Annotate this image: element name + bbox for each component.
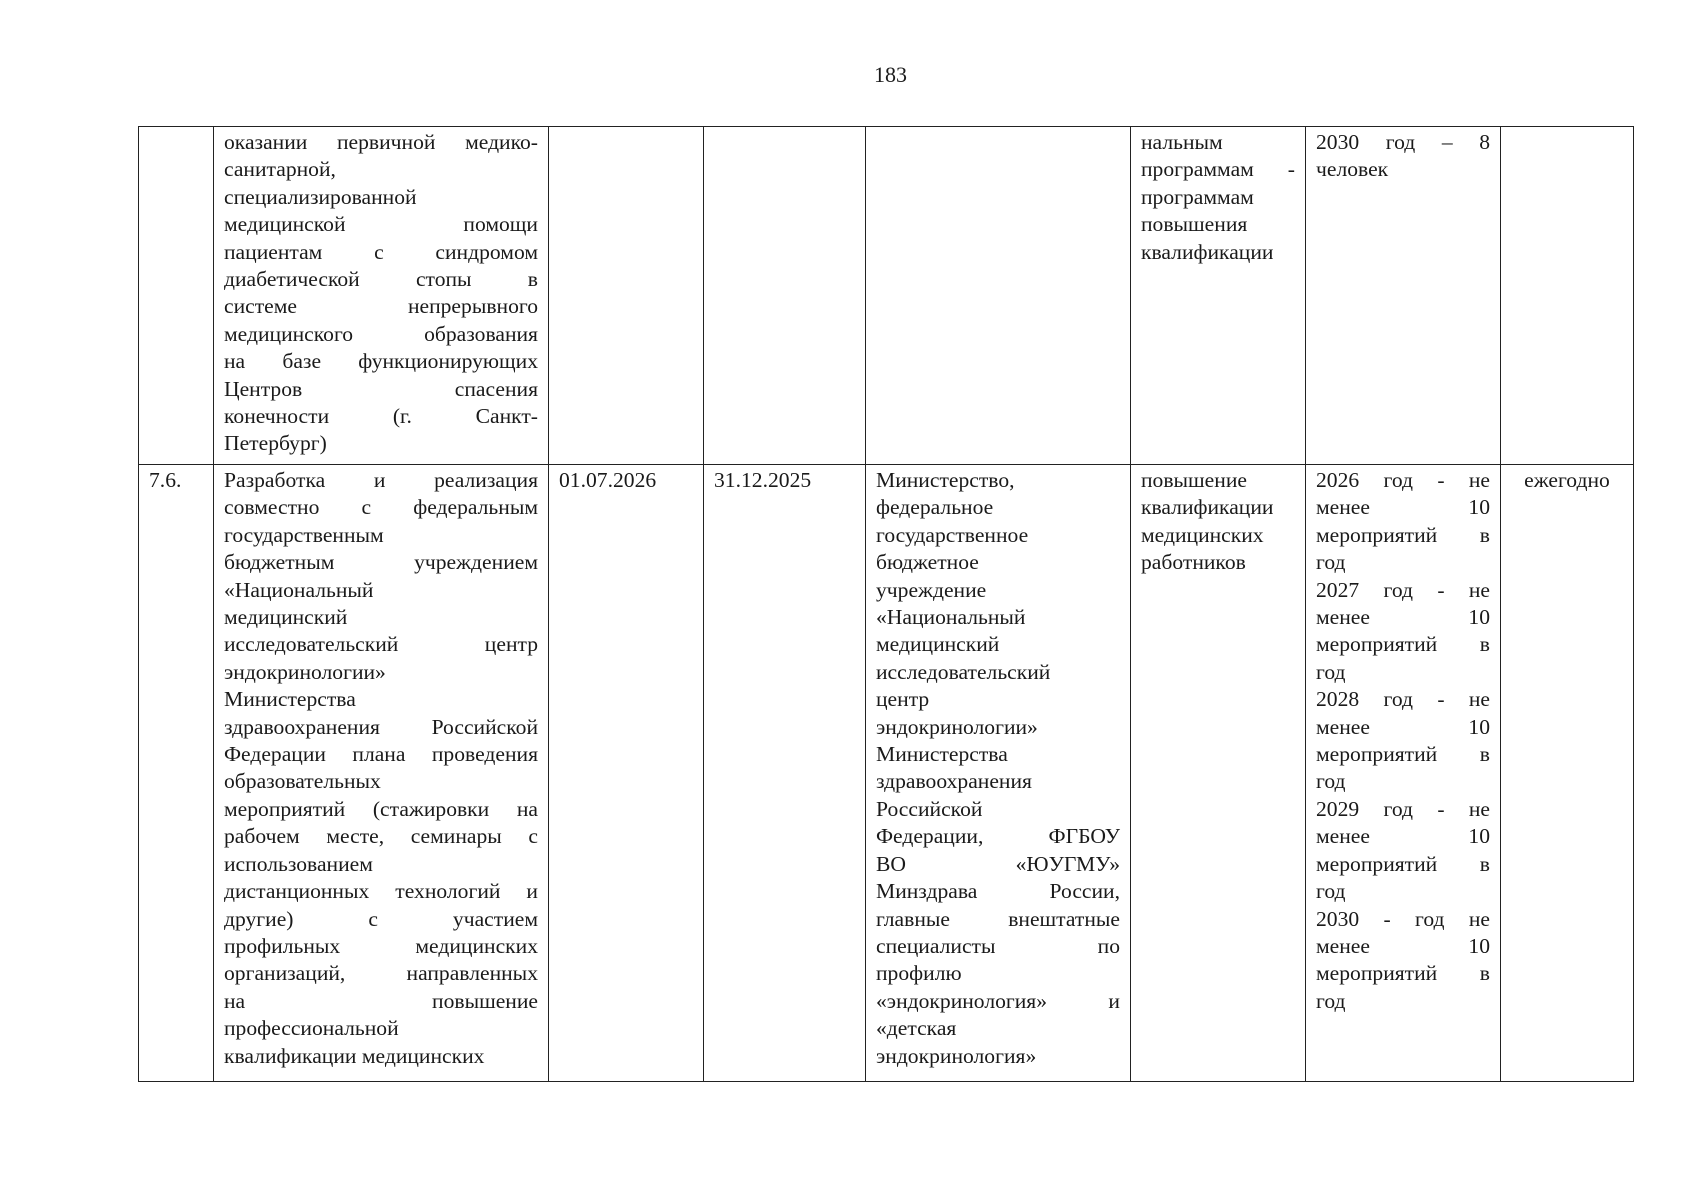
text-line: год (1316, 659, 1346, 684)
result-cell (1131, 465, 1306, 1082)
text-line: государственным (224, 522, 384, 547)
description-cell (214, 465, 549, 1082)
text-line: на базе функционирующих (224, 349, 538, 374)
text-line: бюджетным учреждением (224, 550, 538, 575)
text-line: на повышение (224, 988, 538, 1013)
text-line: «детская (876, 1016, 957, 1041)
text-line: менее 10 (1316, 824, 1490, 849)
text-line: мероприятий в (1316, 961, 1490, 986)
text-line: медицинского образования (224, 321, 538, 346)
frequency-cell: ежегодно (1501, 465, 1634, 1082)
text-line: медицинский (876, 632, 1000, 657)
text-line: оказании первичной медико- (224, 130, 538, 154)
text-line: 2030 год – 8 (1316, 130, 1490, 154)
text-line: медицинской помощи (224, 212, 538, 237)
text-line: мероприятий (стажировки на (224, 796, 538, 821)
text-line: 2029 год - не (1316, 796, 1490, 821)
text-line: Министерства (876, 742, 1008, 767)
text-line: профильных медицинских (224, 933, 538, 958)
description-cell (214, 127, 549, 465)
text-line: квалификации медицинских (224, 1043, 485, 1068)
text-line: исследовательский центр (224, 632, 538, 657)
text-line: другие) с участием (224, 906, 538, 931)
text-line: год (1316, 988, 1346, 1013)
measures-table (138, 126, 1634, 1082)
text-line: 2030 - год не (1316, 906, 1490, 931)
text-line: специалисты по (876, 933, 1120, 958)
text-line: рабочем месте, семинары с (224, 824, 538, 849)
text-line: «Национальный (876, 605, 1026, 630)
text-line: системе непрерывного (224, 294, 538, 319)
text-line: образовательных (224, 769, 381, 794)
text-line: конечности (г. Санкт- (224, 404, 538, 429)
text-line: Федерации, ФГБОУ (876, 824, 1120, 849)
text-line: санитарной, (224, 157, 336, 182)
text-line: Федерации плана проведения (224, 742, 538, 767)
result-cell (1131, 127, 1306, 465)
text-line: нальным (1141, 130, 1223, 154)
text-line: год (1316, 879, 1346, 904)
text-line: Российской (876, 796, 983, 821)
text-line: мероприятий в (1316, 522, 1490, 547)
text-line: использованием (224, 851, 373, 876)
text-line: квалификации (1141, 495, 1274, 520)
text-line: мероприятий в (1316, 742, 1490, 767)
text-line: мероприятий в (1316, 851, 1490, 876)
text-line: 2027 год - не (1316, 577, 1490, 602)
text-line: учреждение (876, 577, 987, 602)
text-line: «эндокринология» и (876, 988, 1120, 1013)
text-line: эндокринологии» (876, 714, 1038, 739)
text-line: дистанционных технологий и (224, 879, 538, 904)
text-line: менее 10 (1316, 605, 1490, 630)
indicator-cell (1306, 465, 1501, 1082)
text-line: человек (1316, 157, 1389, 182)
text-line: диабетической стопы в (224, 267, 538, 292)
text-line: профилю (876, 961, 962, 986)
start-date-cell: 01.07.2026 (549, 465, 704, 1082)
text-line: здравоохранения Российской (224, 714, 538, 739)
text-line: год (1316, 550, 1346, 575)
text-line: 2026 год - не (1316, 468, 1490, 492)
text-line: медицинский (224, 605, 348, 630)
text-line: повышения (1141, 212, 1248, 237)
text-line: специализированной (224, 184, 417, 209)
text-line: здравоохранения (876, 769, 1032, 794)
text-line: менее 10 (1316, 714, 1490, 739)
text-line: медицинских (1141, 522, 1264, 547)
table-row-continuation (139, 127, 1634, 465)
text-line: организаций, направленных (224, 961, 538, 986)
text-line: работников (1141, 550, 1246, 575)
text-line: эндокринологии» (224, 659, 386, 684)
text-line: центр (876, 687, 930, 712)
text-line: Разработка и реализация (224, 468, 538, 492)
text-line: Министерство, (876, 468, 1015, 492)
text-line: бюджетное (876, 550, 979, 575)
executors-cell (866, 465, 1131, 1082)
text-line: исследовательский (876, 659, 1051, 684)
text-line: квалификации (1141, 239, 1274, 264)
text-line: мероприятий в (1316, 632, 1490, 657)
frequency-cell (1501, 127, 1634, 465)
text-line: менее 10 (1316, 933, 1490, 958)
row-number-cell: 7.6. (139, 465, 214, 1082)
text-line: 2028 год - не (1316, 687, 1490, 712)
page-number: 183 (874, 62, 907, 87)
end-date-cell: 31.12.2025 (704, 465, 866, 1082)
executors-cell (866, 127, 1131, 465)
text-line: программам (1141, 184, 1254, 209)
text-line: Петербург) (224, 431, 327, 456)
text-line: год (1316, 769, 1346, 794)
text-line: программам - (1141, 157, 1295, 182)
text-line: «Национальный (224, 577, 374, 602)
text-line: ВО «ЮУГМУ» (876, 851, 1120, 876)
text-line: Центров спасения (224, 376, 538, 401)
text-line: эндокринология» (876, 1043, 1037, 1068)
text-line: Минздрава России, (876, 879, 1120, 904)
text-line: Министерства (224, 687, 356, 712)
text-line: совместно с федеральным (224, 495, 538, 520)
text-line: государственное (876, 522, 1029, 547)
text-line: главные внештатные (876, 906, 1120, 931)
text-line: федеральное (876, 495, 994, 520)
row-number-cell (139, 127, 214, 465)
text-line: пациентам с синдромом (224, 239, 538, 264)
indicator-cell (1306, 127, 1501, 465)
end-date-cell (704, 127, 866, 465)
start-date-cell (549, 127, 704, 465)
text-line: менее 10 (1316, 495, 1490, 520)
text-line: профессиональной (224, 1016, 399, 1041)
table-row-7-6 (139, 465, 1634, 1082)
text-line: повышение (1141, 468, 1247, 492)
